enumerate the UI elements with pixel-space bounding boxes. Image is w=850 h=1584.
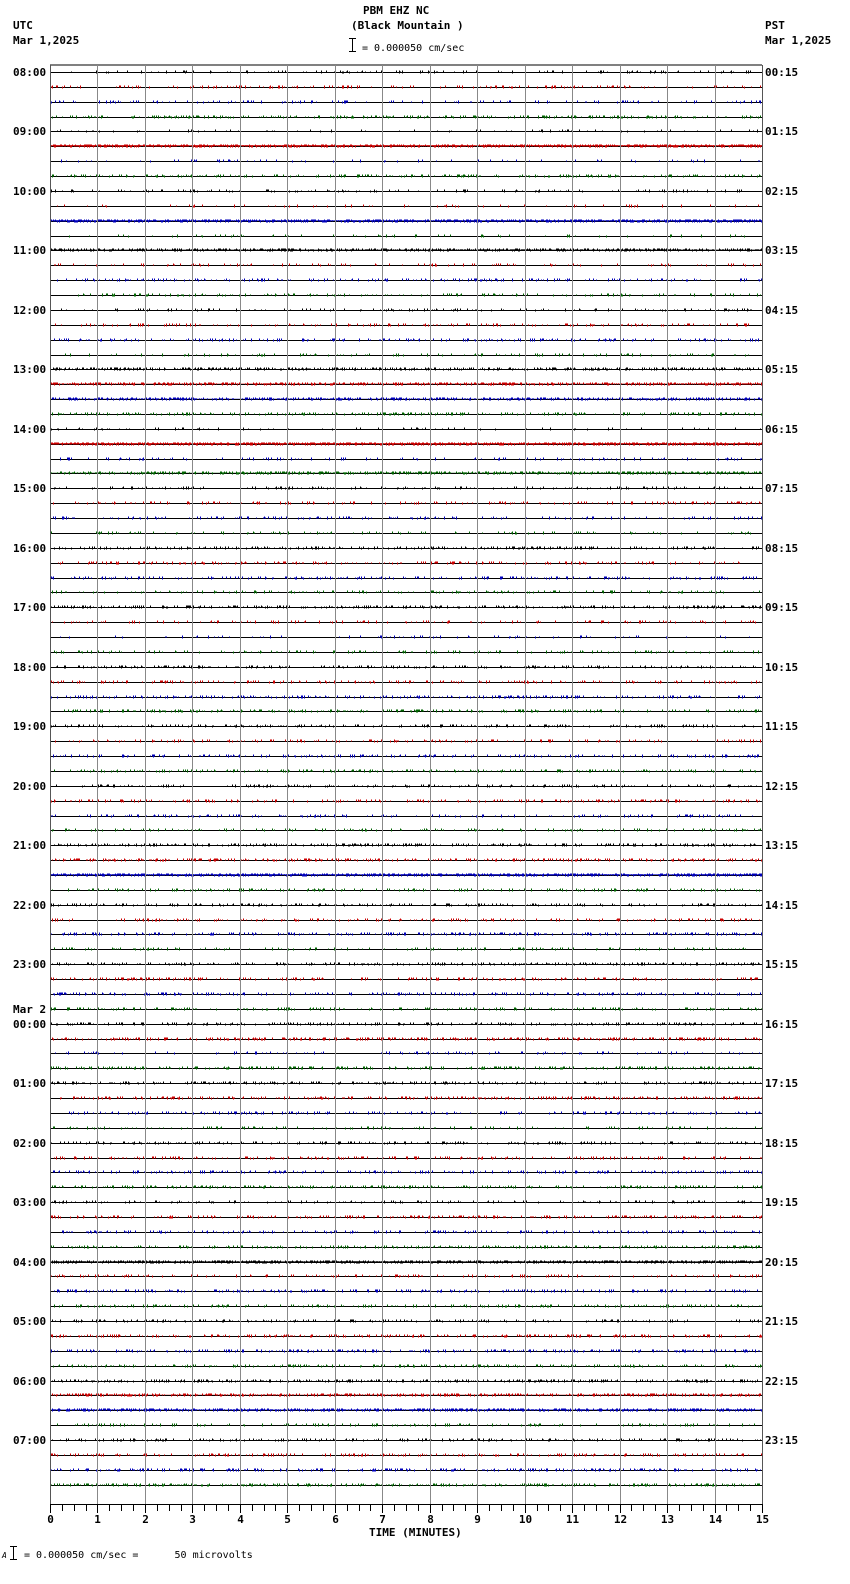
utc-hour-label: 21:00 — [13, 839, 47, 852]
pst-hour-label: 20:15 — [765, 1256, 799, 1269]
pst-hour-label: 16:15 — [765, 1018, 799, 1031]
utc-hour-label: 14:00 — [13, 423, 47, 436]
station-location: (Black Mountain ) — [351, 19, 464, 32]
pst-hour-label: 22:15 — [765, 1375, 799, 1388]
utc-hour-label: 04:00 — [13, 1256, 47, 1269]
x-tick-label: 8 — [427, 1513, 434, 1526]
footer-scale-bar-icon — [13, 1546, 21, 1560]
pst-hour-label: 11:15 — [765, 720, 799, 733]
utc-hour-label: 19:00 — [13, 720, 47, 733]
pst-hour-label: 17:15 — [765, 1077, 799, 1090]
left-timezone: UTC — [13, 19, 33, 32]
x-tick-label: 6 — [332, 1513, 339, 1526]
pst-hour-label: 23:15 — [765, 1434, 799, 1447]
utc-hour-label: 08:00 — [13, 66, 47, 79]
left-date: Mar 1,2025 — [13, 34, 80, 47]
utc-hour-label: 02:00 — [13, 1137, 47, 1150]
footer-marker: A — [2, 1551, 7, 1560]
pst-hour-label: 05:15 — [765, 363, 799, 376]
x-tick-label: 13 — [660, 1513, 675, 1526]
utc-hour-label: 13:00 — [13, 363, 47, 376]
utc-hour-label: 11:00 — [13, 244, 47, 257]
date-change-label: Mar 2 — [13, 1003, 47, 1016]
x-tick-label: 2 — [142, 1513, 149, 1526]
x-tick-label: 15 — [755, 1513, 770, 1526]
utc-hour-label: 18:00 — [13, 661, 47, 674]
utc-hour-label: 10:00 — [13, 185, 47, 198]
x-axis-label: TIME (MINUTES) — [369, 1526, 462, 1539]
x-tick-label: 11 — [565, 1513, 580, 1526]
pst-hour-label: 06:15 — [765, 423, 799, 436]
scale-text: = 0.000050 cm/sec — [362, 43, 465, 54]
pst-hour-label: 09:15 — [765, 601, 799, 614]
x-tick-label: 7 — [379, 1513, 386, 1526]
utc-hour-label: 20:00 — [13, 780, 47, 793]
utc-hour-label: 05:00 — [13, 1315, 47, 1328]
x-tick-label: 5 — [284, 1513, 291, 1526]
x-tick-label: 4 — [237, 1513, 244, 1526]
pst-hour-label: 01:15 — [765, 125, 799, 138]
pst-hour-label: 10:15 — [765, 661, 799, 674]
pst-hour-label: 02:15 — [765, 185, 799, 198]
pst-hour-label: 08:15 — [765, 542, 799, 555]
utc-hour-label: 07:00 — [13, 1434, 47, 1447]
utc-hour-label: 22:00 — [13, 899, 47, 912]
utc-hour-label: 15:00 — [13, 482, 47, 495]
right-date: Mar 1,2025 — [765, 34, 832, 47]
x-tick-label: 10 — [518, 1513, 533, 1526]
utc-hour-label: 09:00 — [13, 125, 47, 138]
x-tick-label: 14 — [708, 1513, 723, 1526]
utc-hour-label: 01:00 — [13, 1077, 47, 1090]
utc-hour-label: 00:00 — [13, 1018, 47, 1031]
right-timezone: PST — [765, 19, 785, 32]
utc-hour-label: 06:00 — [13, 1375, 47, 1388]
utc-hour-label: 03:00 — [13, 1196, 47, 1209]
x-tick-label: 9 — [474, 1513, 481, 1526]
pst-hour-label: 07:15 — [765, 482, 799, 495]
utc-hour-label: 23:00 — [13, 958, 47, 971]
utc-hour-label: 16:00 — [13, 542, 47, 555]
x-tick-label: 1 — [94, 1513, 101, 1526]
pst-hour-label: 04:15 — [765, 304, 799, 317]
x-tick-label: 3 — [189, 1513, 196, 1526]
pst-hour-label: 15:15 — [765, 958, 799, 971]
utc-hour-label: 12:00 — [13, 304, 47, 317]
pst-hour-label: 12:15 — [765, 780, 799, 793]
x-tick-label: 12 — [613, 1513, 628, 1526]
x-tick-label: 0 — [47, 1513, 54, 1526]
footer-scale-text: = 0.000050 cm/sec = 50 microvolts — [24, 1550, 253, 1561]
station-title: PBM EHZ NC — [363, 4, 430, 17]
pst-hour-label: 19:15 — [765, 1196, 799, 1209]
utc-hour-label: 17:00 — [13, 601, 47, 614]
pst-hour-label: 14:15 — [765, 899, 799, 912]
pst-hour-label: 18:15 — [765, 1137, 799, 1150]
pst-hour-label: 21:15 — [765, 1315, 799, 1328]
pst-hour-label: 13:15 — [765, 839, 799, 852]
pst-hour-label: 03:15 — [765, 244, 799, 257]
pst-hour-label: 00:15 — [765, 66, 799, 79]
